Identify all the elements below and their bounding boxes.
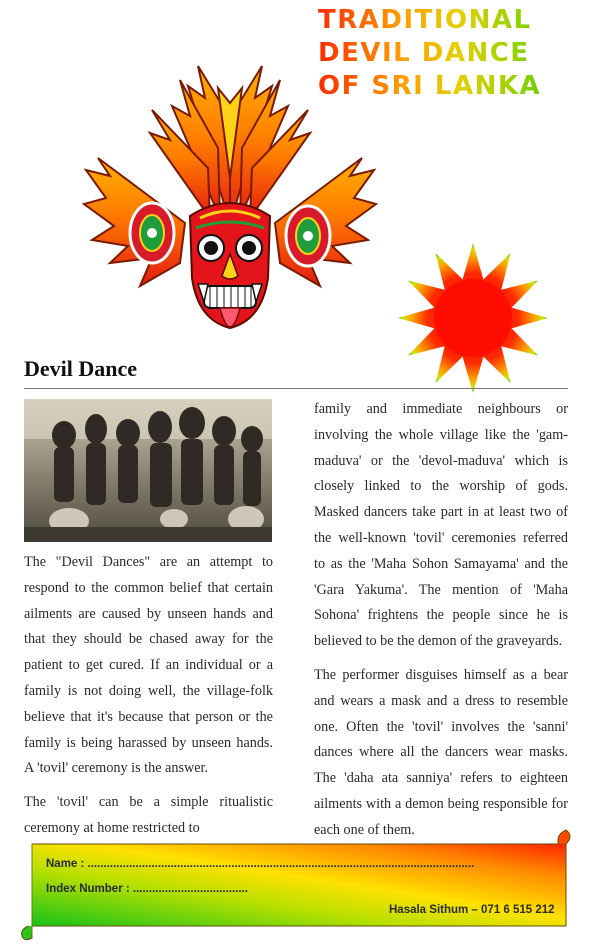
- devil-dancers-photo: [24, 399, 272, 542]
- star-decoration: [398, 243, 548, 393]
- name-field-line: Name : .........................................................................................................................: [46, 858, 475, 870]
- index-number-field-line: Index Number : ....................................: [46, 883, 248, 895]
- paragraph: family and immediate neighbours or involving the whole village like the 'gam-maduva' or the 'devol-maduva' which is closely linked to the worship of gods. Masked dancers take part in at least two of the well-known 'tovil' ceremonies referred to as the 'Maha Sohon Samayama' and the 'Gara Yakuma'. The mention of 'Maha Sohona' frightens the people since he is believed to be the demon of the graveyards.: [314, 401, 568, 650]
- title-line-1: TRADITIONAL: [318, 5, 532, 35]
- mask-face: [190, 203, 270, 328]
- title-line-2: DEVIL DANCE: [318, 38, 530, 68]
- paragraph: The 'tovil' can be a simple ritualistic ceremony at home restricted to: [24, 794, 273, 836]
- section-heading: Devil Dance: [24, 356, 138, 381]
- author-credit: Hasala Sithum – 071 6 515 212: [389, 904, 555, 916]
- mask-right-wing: [275, 158, 376, 286]
- mask-left-wing: [84, 158, 185, 286]
- paragraph: The performer disguises himself as a bear and wears a mask and a dress to resemble one. Often the 'tovil' involves the 'sanni' dances where all the dancers wear masks. The 'daha ata sanniya' refers to eighteen ailments with a demon being responsible for each one of them.: [314, 666, 568, 838]
- devil-mask-image: [80, 58, 380, 358]
- left-text-column: [24, 550, 273, 850]
- heading-divider: [24, 388, 568, 389]
- paragraph: The "Devil Dances" are an attempt to respond to the common belief that certain ailments are caused by unseen hands and that they should be chased away for the patient to get cured. If an individual or a family is not doing well, the village-folk believe that it's because that person or the family is being harassed by unseen hands. A 'tovil' ceremony is the answer.: [24, 554, 273, 777]
- title-line-3: OF SRI LANKA: [318, 71, 542, 101]
- mask-flames: [150, 66, 310, 223]
- right-text-column: [314, 397, 568, 852]
